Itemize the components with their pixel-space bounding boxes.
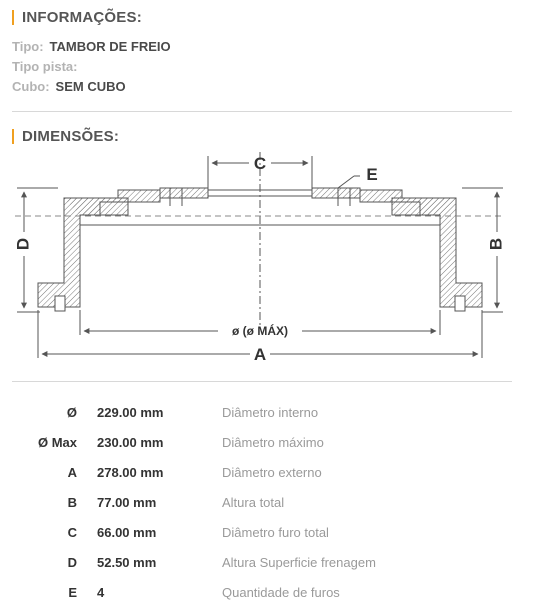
dim-key: Ø Max [37,435,77,450]
dim-key: A [67,465,77,480]
label-d: D [13,237,33,251]
dimensoes-title-text: DIMENSÕES: [22,128,120,145]
dim-key: C [67,525,77,540]
dim-value: 77.00 mm [97,495,157,510]
info-label: Tipo: [12,39,44,54]
info-row-tipo [12,39,171,54]
drum-section-left [38,190,160,311]
dim-desc: Diâmetro furo total [222,525,329,540]
accent-bar [12,10,14,25]
dim-row [0,555,533,575]
accent-bar [12,129,14,144]
info-value: TAMBOR DE FREIO [49,39,171,54]
dim-key: Ø [66,405,77,420]
divider [12,111,512,112]
dim-desc: Diâmetro máximo [222,435,324,450]
dim-value: 52.50 mm [97,555,157,570]
dim-row [0,525,533,545]
dim-value: 278.00 mm [97,465,164,480]
info-value: SEM CUBO [55,79,126,94]
label-e: E [366,165,378,184]
info-row-cubo [12,79,126,94]
informacoes-title-text: INFORMAÇÕES: [22,9,142,26]
dim-row [0,495,533,515]
divider [12,381,512,382]
info-row-tipo-pista [12,59,83,74]
dimension-c [208,154,312,188]
dim-value: 230.00 mm [97,435,164,450]
dim-desc: Diâmetro externo [222,465,322,480]
info-label: Tipo pista: [12,59,78,74]
dim-desc: Diâmetro interno [222,405,319,420]
dim-desc: Quantidade de furos [222,585,340,600]
dimensoes-title [12,128,119,145]
dim-desc: Altura Superficie frenagem [222,555,376,570]
label-c: C [253,154,267,173]
info-label: Cubo: [12,79,50,94]
label-b: B [486,237,506,251]
dim-row [0,435,533,455]
brake-drum-drawing [0,150,533,370]
dim-value: 66.00 mm [97,525,157,540]
informacoes-title [12,9,142,26]
dim-desc: Altura total [222,495,285,510]
dim-key: D [67,555,77,570]
label-diameter-max: ø (ø MÁX) [232,324,288,338]
dim-key: E [68,585,77,600]
label-a: A [253,345,267,364]
dim-row [0,465,533,485]
drum-section-right [360,190,482,311]
dim-row [0,405,533,425]
dim-row [0,585,533,605]
dimension-e [338,165,378,188]
dim-key: B [67,495,77,510]
dim-value: 4 [97,585,105,600]
dim-value: 229.00 mm [97,405,164,420]
